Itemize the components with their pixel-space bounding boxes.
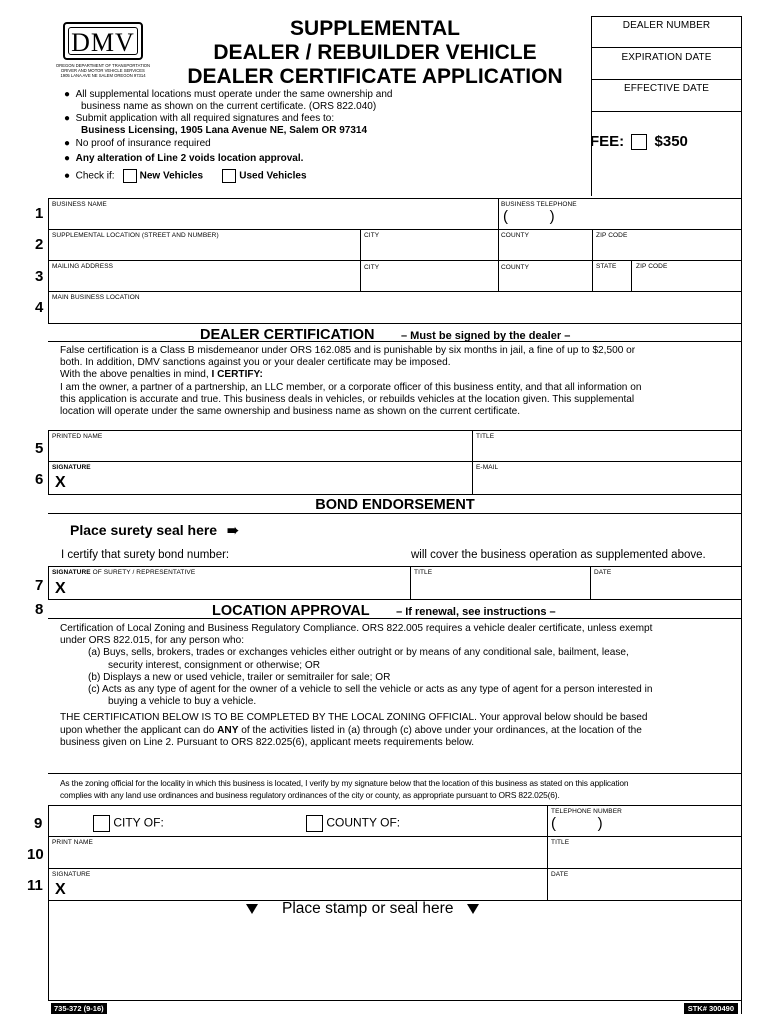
bullet-2-address: Business Licensing, 1905 Lana Avenue NE, Salem OR 97314: [81, 125, 368, 136]
form-number: 735-372 (9-16): [51, 1003, 107, 1014]
dealer-number-field[interactable]: [592, 32, 741, 46]
zoning-telephone-field[interactable]: ( ): [551, 815, 603, 832]
fee-checkbox[interactable]: [631, 134, 647, 150]
line-number-3: 3: [35, 268, 44, 285]
zoning-statement-1: As the zoning official for the locality in which this business is located, I verify by my signature below that the location of this business as stated on this application: [60, 778, 629, 788]
mailing-address-label: MAILING ADDRESS: [52, 263, 114, 270]
city-label-3: CITY: [364, 264, 380, 271]
bond-endorsement-heading: BOND ENDORSEMENT: [315, 497, 475, 513]
surety-title-label: TITLE: [414, 569, 433, 576]
county-of-checkbox[interactable]: [306, 815, 323, 832]
business-name-field[interactable]: [50, 210, 496, 228]
surety-date-label: DATE: [594, 569, 612, 576]
line-number-4: 4: [35, 299, 44, 316]
dealer-certification-header: [200, 326, 570, 344]
city-of-label: CITY OF:: [113, 815, 164, 830]
surety-seal-area: [70, 522, 239, 539]
zoning-telephone-label: TELEPHONE NUMBER: [551, 808, 622, 815]
cert-para-5: this application is accurate and true. This business deals in vehicles, or rebuilds vehicles at the location given. This supplemental: [60, 393, 635, 405]
zoning-statement-2: complies with any land use ordinances and business regulatory ordinances of the city or county, as appropriate pursuant to ORS 822.025(6).: [60, 790, 560, 800]
dmv-logo-subtext-2: DRIVER AND MOTOR VEHICLE SERVICES: [61, 68, 145, 73]
fee-block: [590, 133, 688, 150]
state-field-3[interactable]: [594, 272, 629, 290]
bond-certify-text: I certify that surety bond number:: [61, 549, 230, 561]
zip-code-label-2: ZIP CODE: [596, 232, 628, 239]
dealer-number-label: DEALER NUMBER: [622, 20, 711, 31]
cert-para-3: With the above penalties in mind, I CERTIFY:: [60, 369, 263, 381]
title-line-3: DEALER CERTIFICATE APPLICATION: [187, 65, 563, 88]
email-field[interactable]: [474, 473, 740, 492]
dealer-certification-text: [60, 345, 732, 418]
bullet-4: ● Any alteration of Line 2 voids location approval.: [64, 153, 304, 164]
zip-code-label-3: ZIP CODE: [636, 263, 668, 270]
county-of-label: COUNTY OF:: [326, 815, 401, 830]
effective-date-field[interactable]: [592, 96, 741, 110]
line-number-5: 5: [35, 440, 44, 457]
bullet-1: ● All supplemental locations must operate under the same ownership and: [64, 89, 393, 100]
county-label-2: COUNTY: [501, 232, 530, 239]
business-telephone-field[interactable]: ( ): [503, 208, 555, 225]
zip-code-field-3[interactable]: [633, 272, 740, 290]
state-label-3: STATE: [596, 263, 617, 270]
zoning-signature-label: SIGNATURE: [52, 871, 91, 878]
city-label-2: CITY: [364, 232, 380, 239]
loc-zoning-2: upon whether the applicant can do ANY of the activities listed in (a) through (c) above under your ordinances, at the location of the: [60, 724, 642, 736]
stock-number: STK# 300490: [684, 1003, 738, 1014]
dealer-signature-x: X: [55, 474, 66, 491]
fee-label: FEE:: [590, 133, 625, 150]
stamp-label-row: [246, 900, 479, 918]
city-of-field[interactable]: [170, 812, 300, 832]
dealer-certification-heading: DEALER CERTIFICATION: [200, 327, 375, 343]
loc-line-1: Certification of Local Zoning and Business Regulatory Compliance. ORS 822.005 requires a vehicle dealer certificate, unless exempt: [60, 623, 653, 634]
loc-zoning-3: business given on Line 2. Pursuant to ORS 822.025(6), applicant meets requirements below.: [60, 736, 475, 748]
zoning-signature-field[interactable]: [70, 879, 545, 898]
main-business-location-field[interactable]: [50, 303, 740, 321]
location-approval-heading: LOCATION APPROVAL: [212, 603, 370, 619]
bullet-1-cont: business name as shown on the current certificate. (ORS 822.040): [81, 101, 377, 112]
surety-signature-x: X: [55, 580, 66, 597]
city-of-checkbox[interactable]: [93, 815, 110, 832]
bullet-5: ● Check if: New Vehicles Used Vehicles: [64, 170, 307, 182]
zoning-official-statement: [60, 777, 740, 801]
arrow-right-icon: ➠: [227, 522, 239, 538]
cert-para-1: False certification is a Class B misdemeanor under ORS 162.085 and is punishable by six months in jail, a fine of up to $2,500 or: [60, 345, 636, 356]
email-label: E-MAIL: [476, 464, 499, 471]
line-number-8: 8: [35, 601, 44, 618]
zoning-date-label: DATE: [551, 871, 569, 878]
line-number-9: 9: [34, 815, 43, 832]
printed-name-field[interactable]: [50, 442, 470, 460]
line-number-6: 6: [35, 471, 44, 488]
city-of-option: [93, 815, 164, 832]
mailing-address-field[interactable]: [50, 272, 358, 290]
business-name-label: BUSINESS NAME: [52, 201, 107, 208]
line-number-1: 1: [35, 205, 44, 222]
bullet-2: ● Submit application with all required signatures and fees to:: [64, 113, 335, 124]
loc-item-a-cont: security interest, consignment or otherwise; OR: [108, 659, 321, 671]
county-of-field[interactable]: [408, 812, 544, 832]
cert-para-2: both. In addition, DMV sanctions against you or your dealer certificate may be imposed.: [60, 357, 451, 369]
loc-item-c-cont: buying a vehicle to buy a vehicle.: [108, 696, 257, 708]
surety-signature-field[interactable]: [70, 578, 408, 597]
county-field-3[interactable]: [500, 272, 590, 290]
city-field-2[interactable]: [362, 241, 496, 259]
dmv-logo-subtext-3: 1905 LANA AVE NE SALEM OREGON 97314: [60, 73, 146, 78]
triangle-down-icon: [467, 904, 479, 914]
zoning-title-label: TITLE: [551, 839, 570, 846]
city-field-3[interactable]: [362, 272, 496, 290]
location-approval-header: [212, 602, 556, 620]
dealer-title-label: TITLE: [476, 433, 495, 440]
new-vehicles-label: New Vehicles: [139, 170, 204, 182]
business-telephone-label: BUSINESS TELEPHONE: [501, 201, 577, 208]
surety-title-field[interactable]: [412, 578, 588, 597]
county-of-option: [306, 815, 400, 832]
zoning-print-name-field[interactable]: [50, 848, 545, 866]
bullet-3: ● No proof of insurance required: [64, 138, 211, 149]
loc-zoning-1: THE CERTIFICATION BELOW IS TO BE COMPLETED BY THE LOCAL ZONING OFFICIAL. Your approval below should be based: [60, 712, 648, 724]
loc-item-b: (b) Displays a new or used vehicle, trailer or semitrailer for sale; OR: [88, 671, 391, 683]
supplemental-location-field[interactable]: [50, 241, 358, 259]
line-number-2: 2: [35, 236, 44, 253]
cert-para-4: I am the owner, a partner of a partnership, an LLC member, or a corporate officer of this business entity, and that all information on: [60, 381, 642, 393]
zoning-title-field[interactable]: [549, 848, 740, 866]
line-number-7: 7: [35, 577, 44, 594]
loc-item-a: (a) Buys, sells, brokers, trades or exchanges vehicles either outright or by means of any conditional sale, bailment, lease,: [88, 647, 629, 659]
surety-seal-label: Place surety seal here: [70, 522, 218, 538]
line-number-10: 10: [27, 846, 44, 863]
loc-item-c: (c) Acts as any type of agent for the owner of a vehicle to sell the vehicle or acts as any type of agent for a person interested in: [88, 684, 653, 696]
bond-number-field[interactable]: [245, 548, 405, 564]
title-line-1: SUPPLEMENTAL: [290, 17, 460, 40]
line-number-11: 11: [27, 877, 43, 894]
supplemental-location-label: SUPPLEMENTAL LOCATION (STREET AND NUMBER): [52, 232, 219, 239]
dealer-signature-field[interactable]: [70, 473, 470, 492]
fee-amount: $350: [654, 133, 688, 150]
used-vehicles-label: Used Vehicles: [239, 170, 307, 182]
title-line-2: DEALER / REBUILDER VEHICLE: [213, 41, 537, 64]
effective-date-label: EFFECTIVE DATE: [623, 83, 710, 94]
zoning-signature-x: X: [55, 881, 66, 898]
location-approval-subheading: – If renewal, see instructions –: [396, 606, 556, 618]
county-label-3: COUNTY: [501, 264, 530, 271]
dealer-signature-label: SIGNATURE: [52, 464, 91, 471]
zip-code-field-2[interactable]: [594, 241, 740, 259]
cert-para-6: location will operate under the same ownership and business name as shown on the current certificate.: [60, 406, 521, 418]
expiration-date-label: EXPIRATION DATE: [621, 52, 712, 63]
main-business-location-label: MAIN BUSINESS LOCATION: [52, 294, 140, 301]
bond-cover-text: will cover the business operation as supplemented above.: [411, 549, 706, 561]
printed-name-label: PRINTED NAME: [52, 433, 103, 440]
new-vehicles-checkbox[interactable]: [123, 169, 137, 183]
location-approval-text: [60, 623, 732, 749]
zoning-print-name-label: PRINT NAME: [52, 839, 93, 846]
county-field-2[interactable]: [500, 241, 590, 259]
dmv-logo-text: DMV: [71, 28, 135, 57]
triangle-down-icon: [246, 904, 258, 914]
surety-signature-label: SIGNATURE OF SURETY / REPRESENTATIVE: [52, 569, 196, 576]
dealer-title-field[interactable]: [474, 442, 740, 460]
used-vehicles-checkbox[interactable]: [222, 169, 236, 183]
loc-line-2: under ORS 822.015, for any person who:: [60, 635, 245, 647]
expiration-date-field[interactable]: [592, 64, 741, 78]
surety-date-field[interactable]: [592, 578, 740, 597]
instructions-list: [64, 89, 524, 183]
zoning-date-field[interactable]: [549, 879, 740, 898]
dmv-logo-subtext-1: OREGON DEPARTMENT OF TRANSPORTATION: [55, 63, 151, 68]
stamp-label: Place stamp or seal here: [282, 900, 454, 917]
dealer-certification-subheading: – Must be signed by the dealer –: [400, 330, 571, 342]
